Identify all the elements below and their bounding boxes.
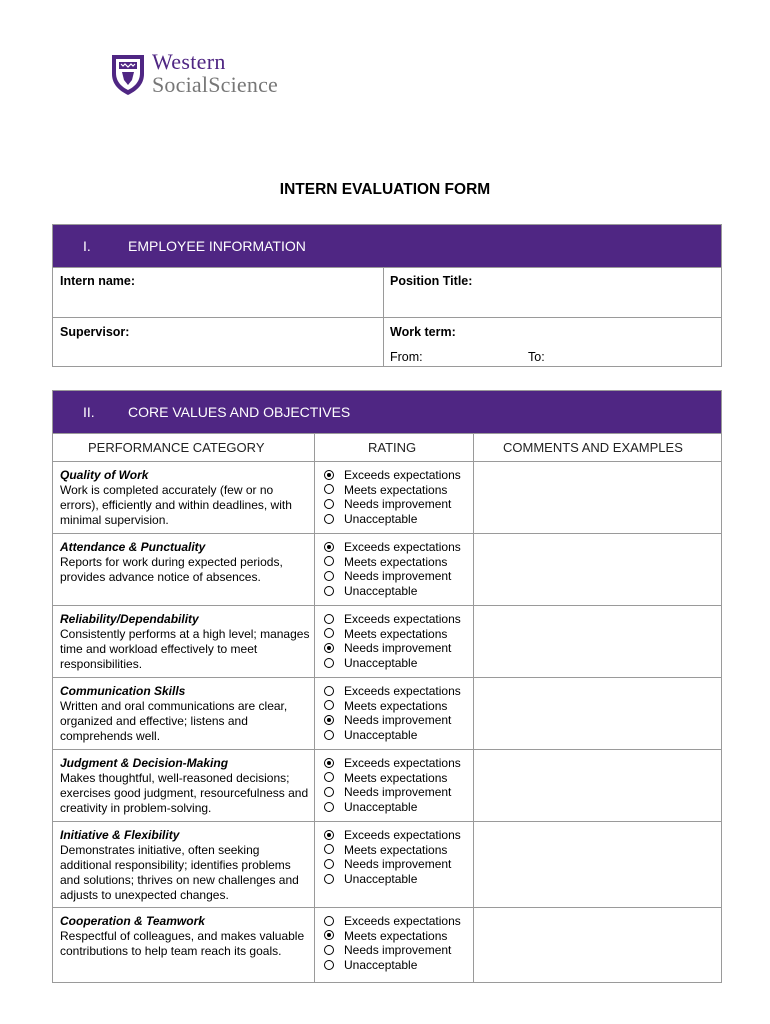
intern-name-row xyxy=(53,267,721,318)
rating-option[interactable] xyxy=(324,699,461,714)
radio-button-icon[interactable] xyxy=(324,916,334,926)
from-label: From: xyxy=(390,350,423,364)
column-headers xyxy=(53,433,721,462)
rating-option[interactable] xyxy=(324,929,461,944)
rating-option-label: Exceeds expectations xyxy=(344,684,461,698)
category-description: Reports for work during expected periods, provides advance notice of absences. xyxy=(60,555,283,584)
rating-option[interactable] xyxy=(324,512,461,527)
category-description: Written and oral communications are clear, organized and effective; listens and comprehends well. xyxy=(60,699,288,743)
radio-button-icon[interactable] xyxy=(324,514,334,524)
category-title: Reliability/Dependability xyxy=(60,612,199,626)
rating-option-label: Unacceptable xyxy=(344,583,418,598)
rating-option-label: Meets expectations xyxy=(344,554,448,569)
rating-option[interactable] xyxy=(324,540,461,555)
comments-cell[interactable] xyxy=(474,908,721,984)
radio-button-icon[interactable] xyxy=(324,542,334,552)
rating-option-label: Unacceptable xyxy=(344,799,418,814)
rating-options xyxy=(324,684,461,742)
section-number: II. xyxy=(83,404,95,420)
rating-option-label: Needs improvement xyxy=(344,569,452,584)
category-row xyxy=(53,749,721,822)
rating-option[interactable] xyxy=(324,872,461,887)
radio-button-icon[interactable] xyxy=(324,859,334,869)
rating-option-label: Unacceptable xyxy=(344,727,418,742)
rating-option-label: Unacceptable xyxy=(344,957,418,972)
radio-button-icon[interactable] xyxy=(324,758,334,768)
western-social-science-logo xyxy=(110,49,300,104)
category-row xyxy=(53,821,721,908)
category-row xyxy=(53,461,721,534)
radio-button-icon[interactable] xyxy=(324,945,334,955)
radio-button-icon[interactable] xyxy=(324,930,334,940)
radio-button-icon[interactable] xyxy=(324,772,334,782)
radio-button-icon[interactable] xyxy=(324,643,334,653)
category-title: Quality of Work xyxy=(60,468,149,482)
radio-button-icon[interactable] xyxy=(324,658,334,668)
rating-option[interactable] xyxy=(324,943,461,958)
rating-option-label: Needs improvement xyxy=(344,857,452,872)
rating-option[interactable] xyxy=(324,756,461,771)
core-values-section xyxy=(52,390,722,983)
rating-option[interactable] xyxy=(324,555,461,570)
radio-button-icon[interactable] xyxy=(324,484,334,494)
supervisor-row xyxy=(53,317,721,367)
category-row xyxy=(53,605,721,678)
comments-cell[interactable] xyxy=(474,750,721,822)
radio-button-icon[interactable] xyxy=(324,556,334,566)
rating-option[interactable] xyxy=(324,684,461,699)
rating-option-label: Exceeds expectations xyxy=(344,468,461,482)
rating-option[interactable] xyxy=(324,468,461,483)
rating-option-label: Unacceptable xyxy=(344,511,418,526)
radio-button-icon[interactable] xyxy=(324,614,334,624)
comments-cell[interactable] xyxy=(474,606,721,678)
rating-option[interactable] xyxy=(324,843,461,858)
category-description: Work is completed accurately (few or no errors), efficiently and within deadlines, with minimal supervision. xyxy=(60,483,292,527)
comments-cell[interactable] xyxy=(474,462,721,534)
rating-option-label: Unacceptable xyxy=(344,655,418,670)
category-title: Communication Skills xyxy=(60,684,186,698)
col-comments: COMMENTS AND EXAMPLES xyxy=(503,440,683,455)
radio-button-icon[interactable] xyxy=(324,874,334,884)
col-performance-category: PERFORMANCE CATEGORY xyxy=(88,440,265,455)
rating-option-label: Exceeds expectations xyxy=(344,914,461,928)
rating-options xyxy=(324,914,461,972)
col-rating: RATING xyxy=(368,440,417,455)
comments-cell[interactable] xyxy=(474,534,721,606)
rating-option[interactable] xyxy=(324,641,461,656)
rating-option[interactable] xyxy=(324,713,461,728)
rating-option[interactable] xyxy=(324,800,461,815)
category-description: Consistently performs at a high level; manages time and workload effectively to meet responsibilities. xyxy=(60,627,310,671)
work-term-label: Work term: xyxy=(390,325,456,339)
radio-button-icon[interactable] xyxy=(324,960,334,970)
rating-option-label: Exceeds expectations xyxy=(344,540,461,554)
section-header xyxy=(53,391,721,433)
intern-name-label: Intern name: xyxy=(60,274,136,288)
rating-option[interactable] xyxy=(324,483,461,498)
category-title: Judgment & Decision-Making xyxy=(60,756,229,770)
rating-option[interactable] xyxy=(324,828,461,843)
rating-option-label: Exceeds expectations xyxy=(344,828,461,842)
radio-button-icon[interactable] xyxy=(324,844,334,854)
rating-option-label: Meets expectations xyxy=(344,698,448,713)
rating-option-label: Needs improvement xyxy=(344,497,452,512)
comments-cell[interactable] xyxy=(474,678,721,750)
rating-option[interactable] xyxy=(324,914,461,929)
rating-options xyxy=(324,612,461,670)
radio-button-icon[interactable] xyxy=(324,715,334,725)
radio-button-icon[interactable] xyxy=(324,830,334,840)
to-label: To: xyxy=(528,350,545,364)
section-header xyxy=(53,225,721,267)
rating-option-label: Needs improvement xyxy=(344,943,452,958)
section-title: EMPLOYEE INFORMATION xyxy=(128,238,306,254)
rating-option-label: Needs improvement xyxy=(344,641,452,656)
radio-button-icon[interactable] xyxy=(324,470,334,480)
category-description: Demonstrates initiative, often seeking additional responsibility; identifies problems and solutions; thrives on new challenges and adjusts to unexpected changes. xyxy=(60,843,299,902)
rating-option[interactable] xyxy=(324,656,461,671)
rating-option[interactable] xyxy=(324,627,461,642)
rating-option-label: Meets expectations xyxy=(344,626,448,641)
page-title: INTERN EVALUATION FORM xyxy=(279,181,491,198)
category-title: Attendance & Punctuality xyxy=(60,540,206,554)
rating-options xyxy=(324,468,461,526)
rating-option[interactable] xyxy=(324,612,461,627)
category-row xyxy=(53,677,721,750)
rating-option-label: Exceeds expectations xyxy=(344,756,461,770)
comments-cell[interactable] xyxy=(474,822,721,908)
rating-option-label: Unacceptable xyxy=(344,871,418,886)
rating-option-label: Needs improvement xyxy=(344,785,452,800)
rating-options xyxy=(324,540,461,598)
radio-button-icon[interactable] xyxy=(324,628,334,638)
category-description: Respectful of colleagues, and makes valuable contributions to help team reach its goals. xyxy=(60,929,305,958)
radio-button-icon[interactable] xyxy=(324,686,334,696)
section-number: I. xyxy=(83,238,91,254)
radio-button-icon[interactable] xyxy=(324,586,334,596)
category-row xyxy=(53,533,721,606)
radio-button-icon[interactable] xyxy=(324,571,334,581)
rating-option-label: Meets expectations xyxy=(344,482,448,497)
rating-options xyxy=(324,756,461,814)
rating-option[interactable] xyxy=(324,857,461,872)
rating-option[interactable] xyxy=(324,785,461,800)
rating-options xyxy=(324,828,461,886)
radio-button-icon[interactable] xyxy=(324,730,334,740)
rating-option[interactable] xyxy=(324,771,461,786)
section-title: CORE VALUES AND OBJECTIVES xyxy=(128,404,351,420)
category-row xyxy=(53,907,721,984)
rating-option-label: Needs improvement xyxy=(344,713,452,728)
rating-option[interactable] xyxy=(324,584,461,599)
rating-option[interactable] xyxy=(324,497,461,512)
radio-button-icon[interactable] xyxy=(324,802,334,812)
logo-line-1: Western xyxy=(152,49,226,74)
supervisor-label: Supervisor: xyxy=(60,325,130,339)
position-title-label: Position Title: xyxy=(390,274,473,288)
rating-option[interactable] xyxy=(324,569,461,584)
radio-button-icon[interactable] xyxy=(324,499,334,509)
crest-icon xyxy=(110,52,146,96)
radio-button-icon[interactable] xyxy=(324,700,334,710)
employee-information-section xyxy=(52,224,722,367)
rating-option-label: Meets expectations xyxy=(344,842,448,857)
rating-option-label: Meets expectations xyxy=(344,770,448,785)
rating-option[interactable] xyxy=(324,728,461,743)
logo-line-2: SocialScience xyxy=(152,72,278,97)
category-title: Initiative & Flexibility xyxy=(60,828,180,842)
category-description: Makes thoughtful, well-reasoned decisions; exercises good judgment, resourcefulness and creativity in problem-solving. xyxy=(60,771,309,815)
radio-button-icon[interactable] xyxy=(324,787,334,797)
rating-option-label: Meets expectations xyxy=(344,928,448,943)
category-title: Cooperation & Teamwork xyxy=(60,914,205,928)
rating-option[interactable] xyxy=(324,958,461,973)
rating-option-label: Exceeds expectations xyxy=(344,612,461,626)
